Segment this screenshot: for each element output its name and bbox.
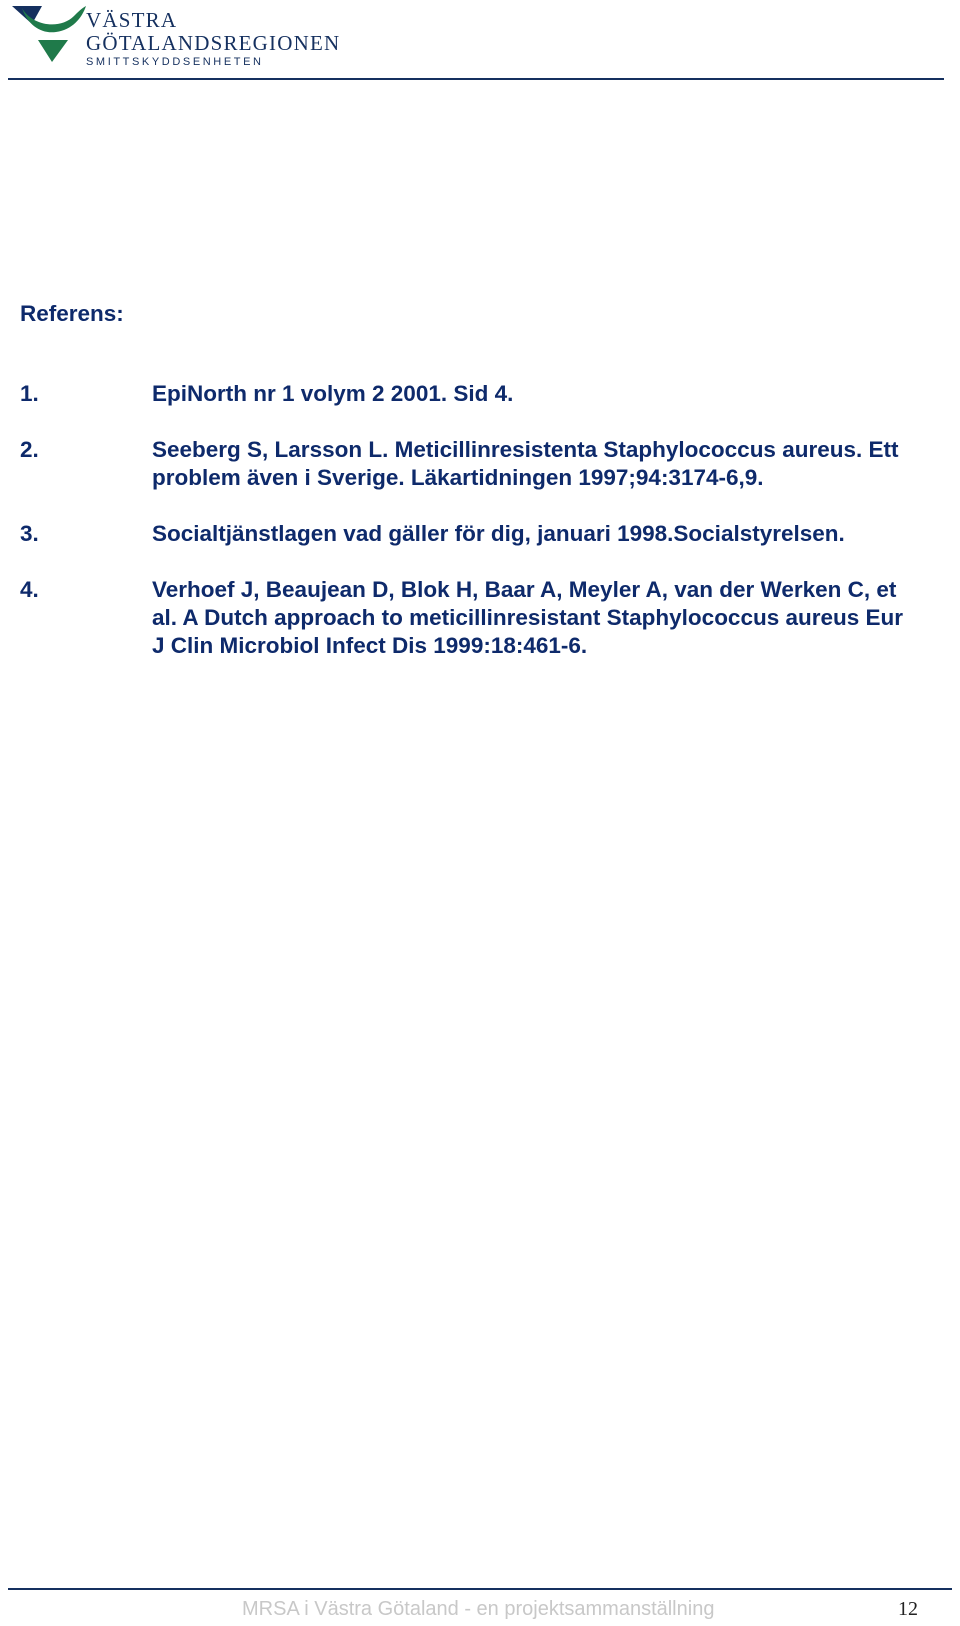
reference-text: Seeberg S, Larsson L. Meticillinresistenta Staphylococcus aureus. Ett problem även i Sverige. Läkartidningen 1997;94:3174-6,9. — [152, 437, 899, 490]
reference-number: 4. — [20, 577, 39, 602]
page-header — [8, 0, 944, 80]
references-section — [20, 300, 920, 688]
references-heading: Referens: — [20, 301, 124, 326]
reference-item — [20, 380, 920, 408]
reference-number: 3. — [20, 521, 39, 546]
footer-divider — [8, 1588, 952, 1590]
logo-line-3: SMITTSKYDDSENHETEN — [86, 56, 264, 68]
reference-number: 2. — [20, 437, 39, 462]
header-divider — [8, 78, 944, 80]
reference-text: Socialtjänstlagen vad gäller för dig, januari 1998.Socialstyrelsen. — [152, 521, 845, 546]
logo-wordmark — [86, 10, 340, 68]
reference-item — [20, 576, 920, 660]
reference-number: 1. — [20, 381, 39, 406]
references-list — [20, 380, 920, 660]
reference-item — [20, 436, 920, 492]
reference-text: Verhoef J, Beaujean D, Blok H, Baar A, Meyler A, van der Werken C, et al. A Dutch approach to meticillinresistant Staphylococcus aureus Eur J Clin Microbiol Infect Dis 1999:18:461-6. — [152, 577, 904, 658]
logo-line-2: GÖTALANDSREGIONEN — [86, 31, 341, 55]
reference-text: EpiNorth nr 1 volym 2 2001. Sid 4. — [152, 381, 514, 406]
reference-item — [20, 520, 920, 548]
footer-title: MRSA i Västra Götaland - en projektsammanställning — [242, 1598, 715, 1620]
region-logo-icon — [12, 4, 94, 68]
page-number: 12 — [898, 1598, 918, 1620]
logo-line-1: VÄSTRA — [86, 8, 178, 32]
